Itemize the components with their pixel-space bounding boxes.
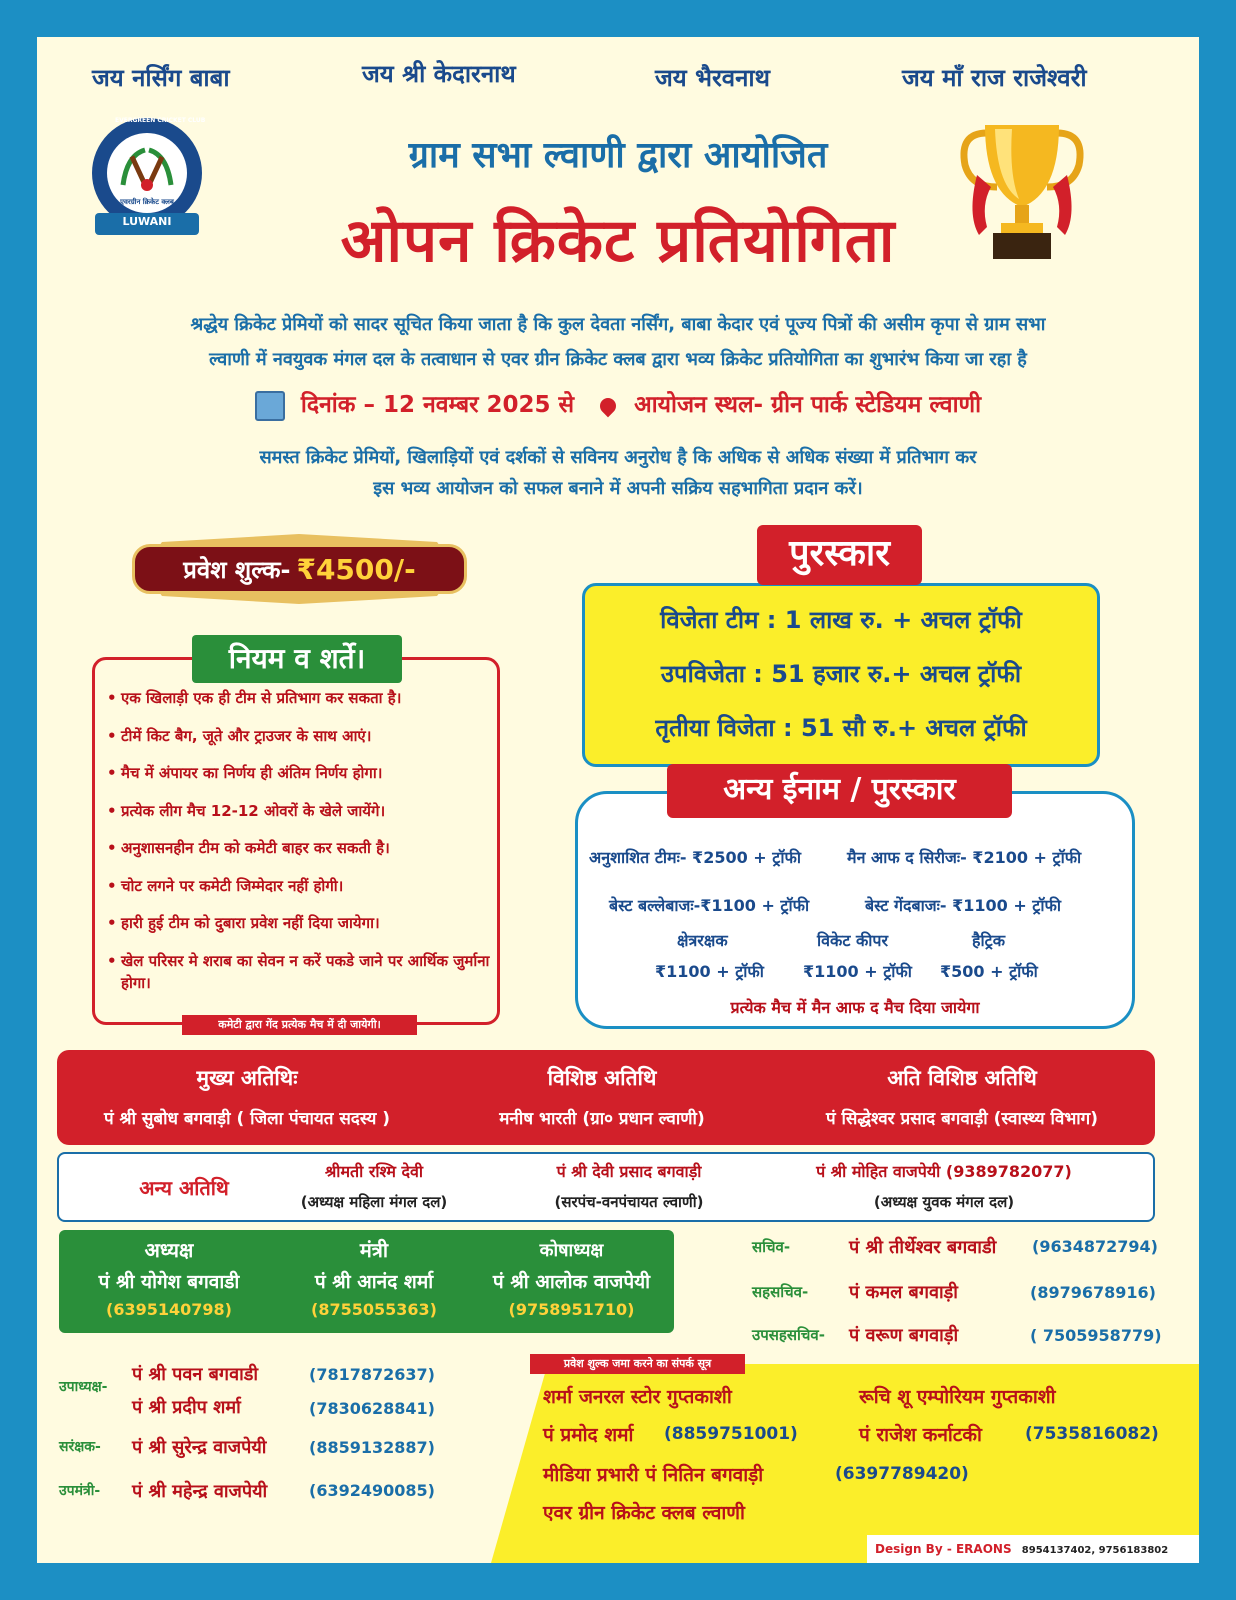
special-guest-name: मनीष भारती (ग्रा० प्रधान ल्वाणी) [499,1109,705,1129]
design-label: Design By - ERAONS [875,1542,1012,1556]
location-pin-icon [597,394,620,417]
president-phone: (6395140798) [106,1300,232,1319]
vice-president-2-name: पं श्री प्रदीप शर्मा [132,1397,241,1418]
deputy-minister-name: पं श्री महेन्द्र वाजपेयी [132,1481,268,1502]
store-2: रूचि शू एम्पोरियम गुप्तकाशी [859,1386,1056,1408]
guests-band [57,1050,1155,1145]
main-title: ओपन क्रिकेट प्रतियोगिता [340,206,896,276]
secretary-name: पं श्री तीर्थेश्वर बगवाडी [849,1237,997,1258]
deity-1: जय नर्सिंग बाबा [92,64,230,92]
entry-fee-amount: ₹4500/- [296,552,416,586]
rule-item: • एक खिलाड़ी एक ही टीम से प्रतिभाग कर सकता है। [107,687,497,709]
store-1-person: पं प्रमोद शर्मा [543,1424,634,1446]
logo-banner: एवरग्रीन क्रिकेट क्लब [120,198,174,206]
rule-item: • खेल परिसर मे शराब का सेवन न करें पकडे जाने पर आर्थिक जुर्माना होगा। [107,950,497,994]
design-phones: 8954137402, 9756183802 [1021,1545,1169,1556]
deputy-joint-secretary-role: उपसहसचिव- [752,1326,825,1344]
fielder-prize: ₹1100 + ट्रॉफी [655,962,764,981]
keeper-label: विकेट कीपर [817,931,889,950]
other-guests-band [57,1152,1155,1222]
hattrick-label: हैट्रिक [972,931,1005,950]
prize-man-of-series: मैन आफ द सिरीजः- ₹2100 + ट्रॉफी [847,848,1082,867]
minister-label: मंत्री [359,1238,389,1262]
deputy-joint-secretary-phone: ( 7505958779) [1030,1326,1162,1345]
deputy-joint-secretary-name: पं वरूण बगवाड़ी [849,1325,959,1346]
prize-runner-up: उपविजेता : 51 हजार रु.+ अचल ट्रॉफी [660,660,1022,688]
treasurer-label: कोषाध्यक्ष [539,1240,604,1261]
organizer-title: ग्राम सभा ल्वाणी द्वारा आयोजित [408,135,828,176]
very-special-guest-label: अति विशिष्ठ अतिथि [887,1066,1037,1090]
patron-label: सरंक्षक- [59,1439,101,1455]
entry-fee-label: प्रवेश शुल्क- [183,555,291,584]
fielder-label: क्षेत्ररक्षक [677,931,728,950]
hattrick-prize: ₹500 + ट्रॉफी [940,962,1038,981]
rule-item: • अनुशासनहीन टीम को कमेटी बाहर कर सकती है। [107,837,497,859]
patron-name: पं श्री सुरेन्द्र वाजपेयी [132,1437,267,1458]
prize-disciplined: अनुशाशित टीमः- ₹2500 + ट्रॉफी [589,848,801,867]
prize-title: पुरस्कार [757,525,922,585]
rules-footer: कमेटी द्वारा गेंद प्रत्येक मैच में दी जायेगी। [182,1015,417,1035]
intro-line-2: ल्वाणी में नवयुवक मंगल दल के तत्वाधान से एवर ग्रीन क्रिकेट क्लब द्वारा भव्य क्रिकेट प्रतियोगिता का शुभारंभ किया जा रहा है [209,349,1027,370]
deputy-minister-phone: (6392490085) [309,1481,435,1500]
other-guests-label: अन्य अतिथि [139,1176,229,1200]
secretary-phone: (9634872794) [1032,1237,1158,1256]
contacts-tag: प्रवेश शुल्क जमा करने का संपर्क सूत्र [530,1354,745,1374]
logo-ring-text: EVERGREEN CRICKET CLUB [115,117,206,124]
prize-third: तृतीया विजेता : 51 सौ रु.+ अचल ट्रॉफी [655,714,1027,742]
other-prizes-title: अन्य ईनाम / पुरस्कार [667,764,1012,818]
other-guest-2-name: पं श्री देवी प्रसाद बगवाड़ी [556,1162,702,1181]
other-guest-1-name: श्रीमती रश्मि देवी [324,1162,424,1181]
committee-box [59,1230,674,1333]
chief-guest-label: मुख्य अतिथिः [196,1066,298,1090]
intro-line-1: श्रद्धेय क्रिकेट प्रेमियों को सादर सूचित किया जाता है कि कुल देवता नर्सिंग, बाबा केदार एवं पूज्य पित्रों की असीम कृपा से ग्राम सभा [190,314,1046,335]
event-date: दिनांक – 12 नवम्बर 2025 से [300,392,575,418]
very-special-guest-name: पं सिद्धेश्वर प्रसाद बगवाड़ी (स्वास्थ्य विभाग) [825,1109,1099,1129]
chief-guest-name: पं श्री सुबोध बगवाड़ी ( जिला पंचायत सदस्य ) [103,1109,390,1129]
media-phone: (6397789420) [835,1464,969,1484]
rules-title: नियम व शर्ते। [192,635,402,683]
deity-4: जय माँ राज राजेश्वरी [902,64,1087,92]
intro-text [77,307,1159,377]
president-name: पं श्री योगेश बगवाडी [98,1271,240,1293]
poster [37,37,1199,1563]
vice-president-1-phone: (7817872637) [309,1365,435,1384]
store-1-phone: (8859751001) [664,1424,798,1444]
other-guest-3-role: (अध्यक्ष युवक मंगल दल) [873,1193,1015,1211]
other-guest-2-role: (सरपंच-वनपंचायत ल्वाणी) [554,1193,704,1211]
treasurer-phone: (9758951710) [508,1300,635,1319]
rule-item: • चोट लगने पर कमेटी जिम्मेदार नहीं होगी। [107,875,497,897]
vice-president-1-name: पं श्री पवन बगवाडी [132,1364,259,1385]
design-credit [867,1535,1199,1563]
vice-president-2-phone: (7830628841) [309,1399,435,1418]
other-guest-3-name: पं श्री मोहित वाजपेयी (9389782077) [816,1162,1072,1181]
store-2-person: पं राजेश कर्नाटकी [859,1424,982,1446]
joint-secretary-name: पं कमल बगवाड़ी [849,1282,958,1303]
store-1: शर्मा जनरल स्टोर गुप्तकाशी [543,1386,732,1408]
joint-secretary-role: सहसचिव- [752,1283,809,1301]
minister-phone: (8755055363) [311,1300,437,1319]
appeal-line-2: इस भव्य आयोजन को सफल बनाने में अपनी सक्रिय सहभागिता प्रदान करें। [373,478,863,499]
club-name: एवर ग्रीन क्रिकेट क्लब ल्वाणी [543,1502,745,1524]
rule-item: • मैच में अंपायर का निर्णय ही अंतिम निर्णय होगा। [107,762,497,784]
rule-item: • प्रत्येक लीग मैच 12-12 ओवरों के खेले जायेंगे। [107,800,497,822]
deputy-minister-label: उपमंत्री- [59,1483,101,1499]
media-in-charge: मीडिया प्रभारी पं नितिन बगवाड़ी [543,1464,764,1486]
store-2-phone: (7535816082) [1025,1424,1159,1444]
special-guest-label: विशिष्ठ अतिथि [547,1066,657,1090]
patron-phone: (8859132887) [309,1438,435,1457]
prize-winner: विजेता टीम : 1 लाख रु. + अचल ट्रॉफी [660,606,1022,634]
logo-place: LUWANI [122,215,172,228]
calendar-icon [255,391,285,421]
event-info [37,387,1199,421]
other-guest-1-role: (अध्यक्ष महिला मंगल दल) [300,1193,448,1211]
appeal-line-1: समस्त क्रिकेट प्रेमियों, खिलाड़ियों एवं दर्शकों से सविनय अनुरोध है कि अधिक से अधिक संख्या में प्रतिभाग कर [259,447,977,468]
vice-president-label: उपाध्यक्ष- [59,1379,108,1395]
deity-3: जय भैरवनाथ [655,64,770,92]
rule-item: • हारी हुई टीम को दुबारा प्रवेश नहीं दिया जायेगा। [107,912,497,934]
minister-name: पं श्री आनंद शर्मा [314,1271,434,1293]
entry-fee-badge [122,534,477,604]
rule-item: • टीमें किट बैग, जूते और ट्राउजर के साथ आएं। [107,725,497,747]
prize-best-batsman: बेस्ट बल्लेबाजः-₹1100 + ट्रॉफी [609,896,810,915]
secretary-role: सचिव- [752,1238,791,1256]
president-label: अध्यक्ष [144,1238,194,1262]
keeper-prize: ₹1100 + ट्रॉफी [803,962,912,981]
event-venue: आयोजन स्थल- ग्रीन पार्क स्टेडियम ल्वाणी [634,392,982,418]
joint-secretary-phone: (8979678916) [1030,1283,1156,1302]
man-of-match-note: प्रत्येक मैच में मैन आफ द मैच दिया जायेगा [730,998,980,1017]
rules-list [107,687,497,1009]
treasurer-name: पं श्री आलोक वाजपेयी [492,1271,651,1293]
appeal-text [97,442,1139,504]
deity-2: जय श्री केदारनाथ [362,60,516,88]
prize-best-bowler: बेस्ट गेंदबाजः- ₹1100 + ट्रॉफी [865,896,1061,915]
